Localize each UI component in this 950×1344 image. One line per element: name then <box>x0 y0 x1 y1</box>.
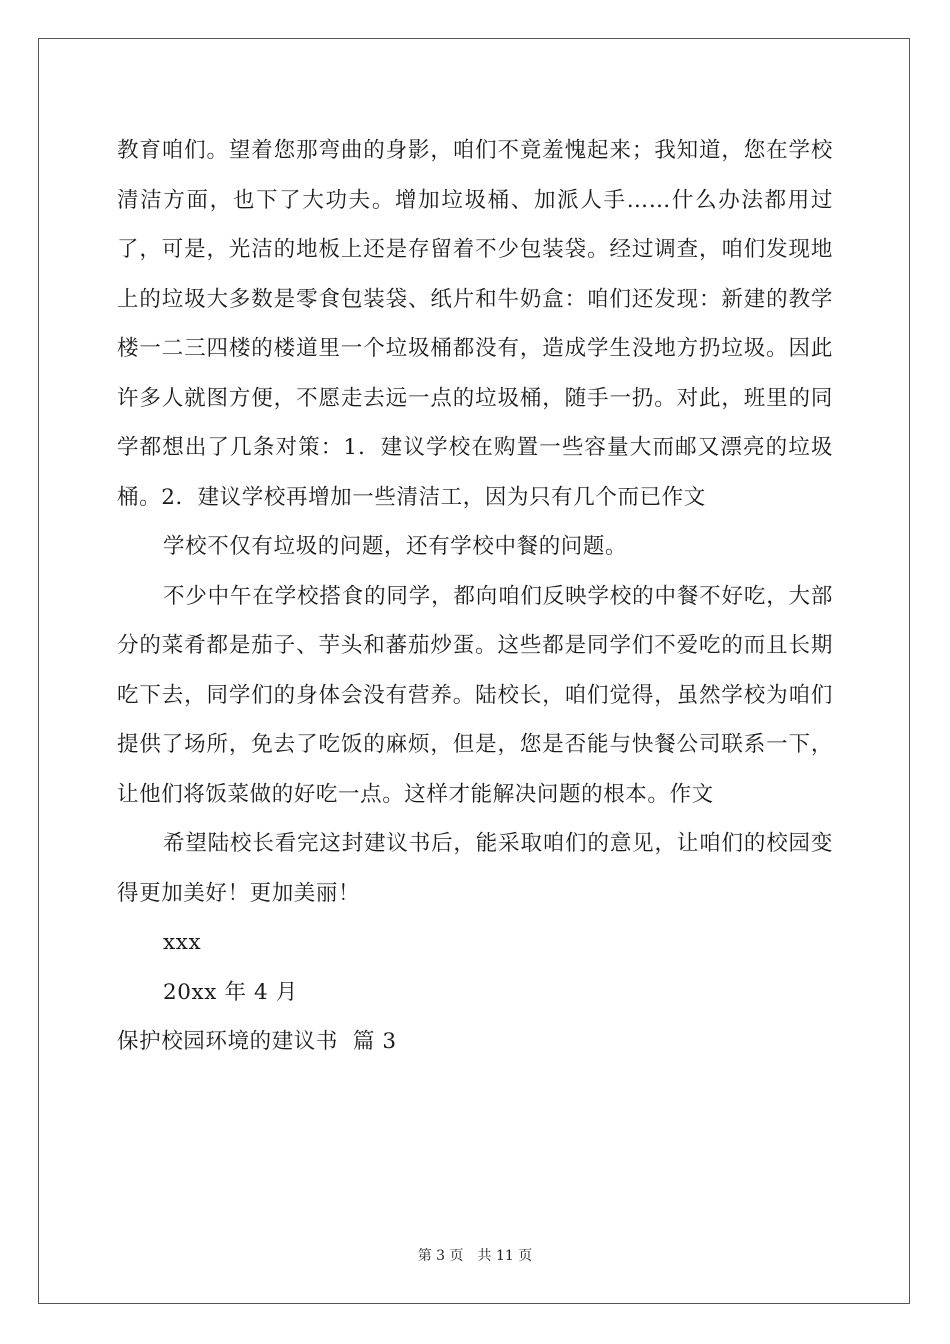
date-line: 20xx 年 4 月 <box>163 979 298 1005</box>
paragraph-lunch-details: 不少中午在学校搭食的同学，都向咱们反映学校的中餐不好吃，大部分的菜肴都是茄子、芋头和蕃茄炒蛋。这些都是同学们不爱吃的而且长期吃下去，同学们的身体会没有营养。陆校长，咱们觉得，虽然学校为咱们提供了场所，免去了吃饭的麻烦，但是，您是否能与快餐公司联系一下，让他们将饭菜做的好吃一点。这样才能解决问题的根本。作文 <box>117 583 833 807</box>
paragraph-closing-wish: 希望陆校长看完这封建议书后，能采取咱们的意见，让咱们的校园变得更加美好！更加美丽！ <box>117 831 833 906</box>
signature: xxx <box>163 930 202 955</box>
page-total: 共 11 页 <box>477 1248 533 1264</box>
document-body <box>117 126 833 1067</box>
page-number: 第 3 页 <box>417 1248 464 1264</box>
paragraph-letter-continuation: 教育咱们。望着您那弯曲的身影，咱们不竟羞愧起来；我知道，您在学校清洁方面，也下了大功夫。增加垃圾桶、加派人手……什么办法都用过了，可是，光洁的地板上还是存留着不少包装袋。经过调查，咱们发现地上的垃圾大多数是零食包装袋、纸片和牛奶盒：咱们还发现：新建的教学楼一二三四楼的楼道里一个垃圾桶都没有，造成学生没地方扔垃圾。因此许多人就图方便，不愿走去远一点的垃圾桶，随手一扔。对此，班里的同学都想出了几条对策：1．建议学校在购置一些容量大而邮又漂亮的垃圾桶。2．建议学校再增加一些清洁工，因为只有几个而已作文 <box>117 138 833 510</box>
section-heading: 保护校园环境的建议书 篇 3 <box>117 1029 397 1054</box>
paragraph-lunch-problem: 学校不仅有垃圾的问题，还有学校中餐的问题。 <box>163 534 628 559</box>
page-footer <box>0 1245 950 1265</box>
